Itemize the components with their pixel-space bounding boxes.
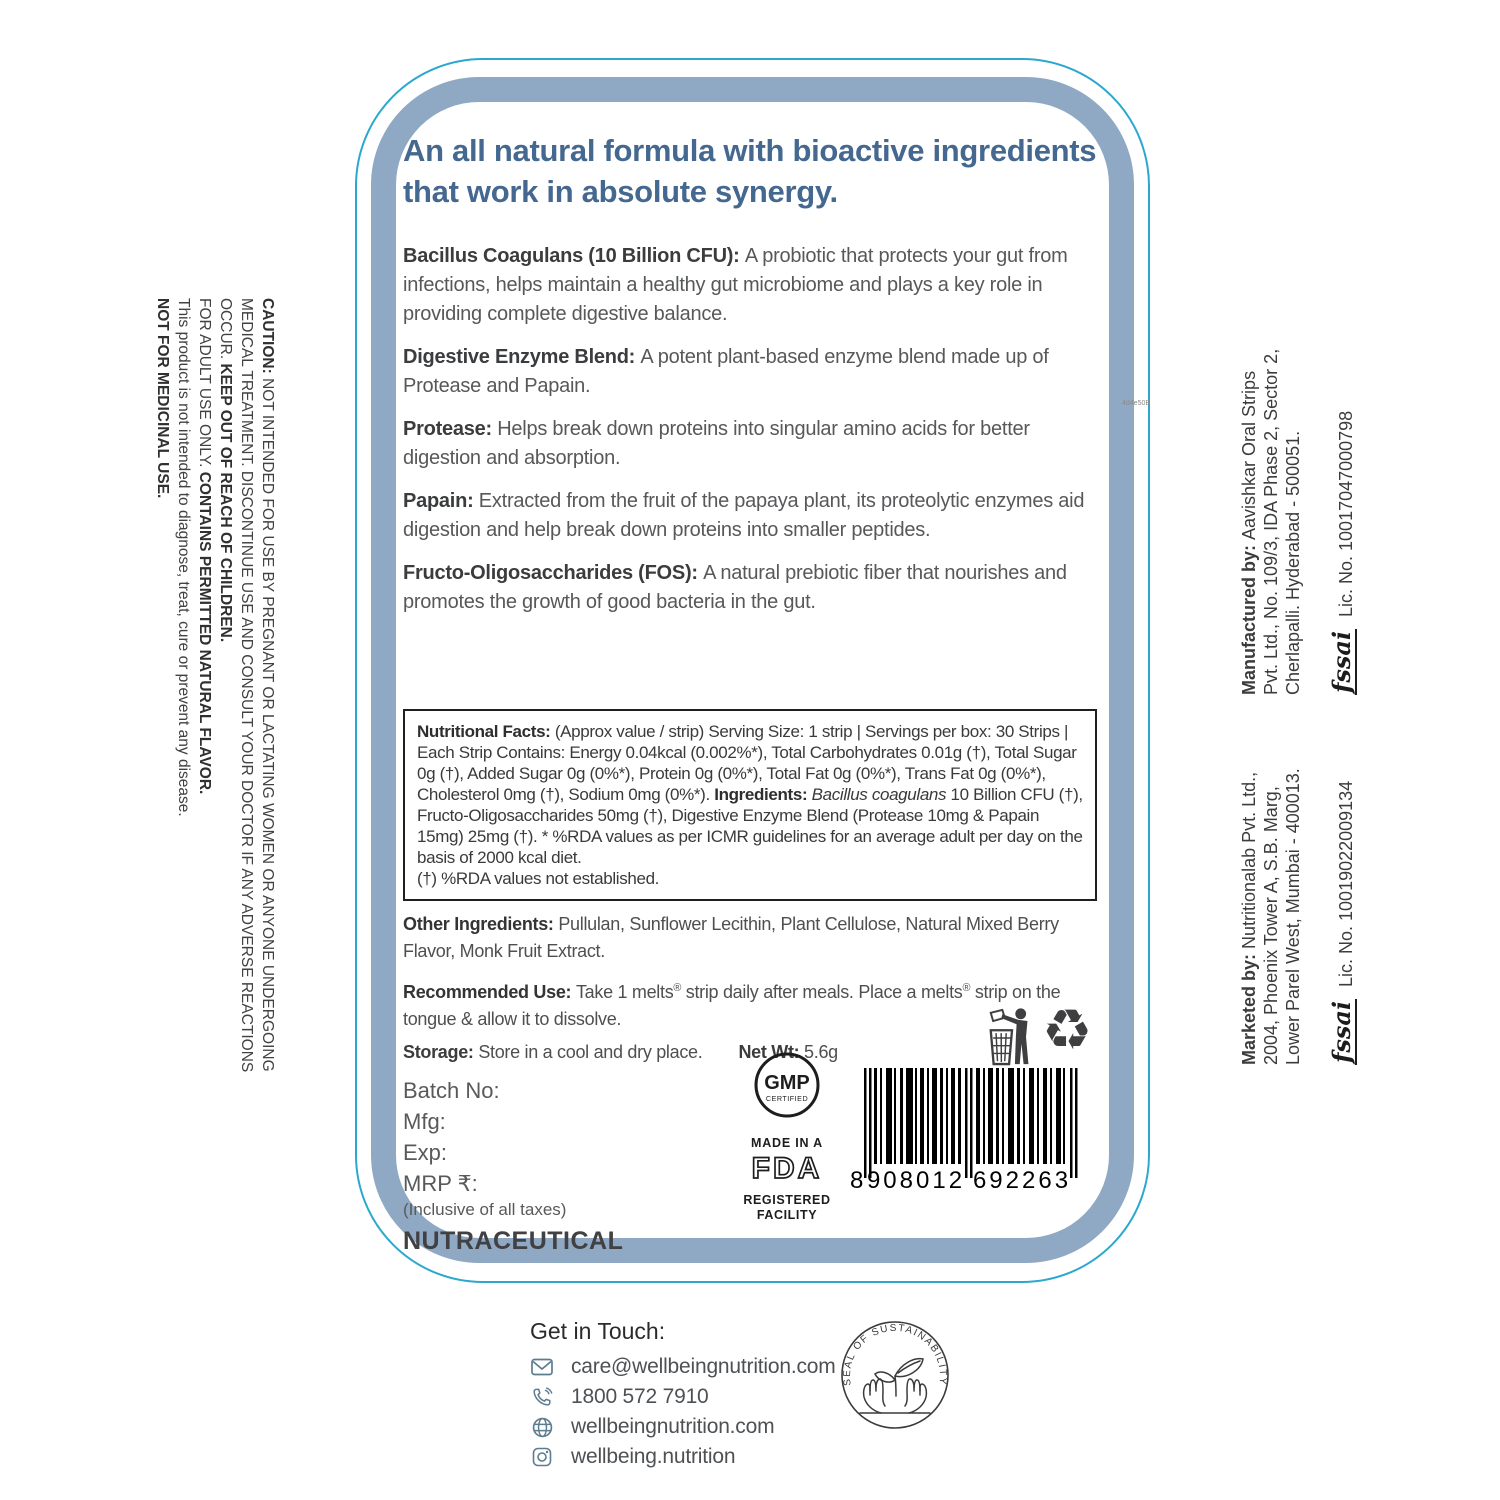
print-registration-mark: 4d4e50B [1122,400,1151,407]
fssai-logo: fssai [1327,1000,1356,1063]
storage-note: Storage: Store in a cool and dry place. [403,1042,703,1062]
gmp-certified-badge-icon [752,1050,822,1120]
svg-text:FDA: FDA [751,1152,823,1185]
caution-side-text [152,298,278,1073]
barcode-digit-left: 8 [850,1167,864,1192]
paragraph-protease: Protease: Helps break down proteins into singular amino acids for better digestion and absorption. [403,418,1030,469]
paragraph-fos: Fructo-Oligosaccharides (FOS): A natural prebiotic fiber that nourishes and promotes the growth of good bacteria in the gut. [403,562,1067,613]
caution-line: FOR ADULT USE ONLY. CONTAINS PERMITTED NATURAL FLAVOR. [196,298,213,795]
recommended-use: Recommended Use: Take 1 melts® strip daily after meals. Place a melts® strip on the tongue & allow it to dissolve. [403,982,1061,1029]
contact-email-row: care@wellbeingnutrition.com [530,1352,836,1382]
hands-holding-plant-icon [860,1359,930,1413]
contact-phone-row: 1800 572 7910 [530,1382,836,1412]
mrp-field: MRP ₹: [403,1171,478,1196]
paragraph-digestive-enzyme-blend: Digestive Enzyme Blend: A potent plant-based enzyme blend made up of Protease and Papain. [403,346,1049,397]
recycle-icon: ♻ [1042,998,1093,1063]
globe-icon [530,1417,554,1438]
contact-list [530,1352,836,1472]
category-label: NUTRACEUTICAL [403,1227,624,1255]
barcode-digits-mid: 908012 [866,1167,966,1192]
net-weight: Net Wt: 5.6g [738,1042,838,1062]
svg-text:CERTIFIED: CERTIFIED [765,1094,809,1103]
sustainability-seal [836,1316,954,1434]
phone-icon [530,1387,554,1408]
marketed-by-block: Marketed by: Nutritionalab Pvt. Ltd., 2004, Phoenix Tower A, S.B. Marg, Lower Parel West, Mumbai - 400013. fssai Lic. No. 10019022009134 [1239,768,1356,1065]
tax-inclusive-note: (Inclusive of all taxes) [403,1200,567,1219]
certifications-column [727,1050,847,1223]
mfg-date-field: Mfg: [403,1109,446,1134]
tidy-man-icon [983,1007,1041,1067]
mail-icon [530,1358,554,1376]
registered-facility-label: REGISTERED FACILITY [743,1193,831,1222]
svg-text:SEAL OF SUSTAINABILITY: SEAL OF SUSTAINABILITY [841,1322,949,1387]
fda-logo-icon [727,1150,847,1186]
batch-no-field: Batch No: [403,1078,500,1103]
contact-instagram-row: wellbeing.nutrition [530,1442,836,1472]
paragraph-papain: Papain: Extracted from the fruit of the papaya plant, its proteolytic enzymes aid digestion and help break down proteins into smaller peptides. [403,490,1085,541]
caution-line: CAUTION: NOT INTENDED FOR USE BY PREGNANT OR LACTATING WOMEN OR ANYONE UNDERGOING [259,298,276,1072]
caution-line: MEDICAL TREATMENT. DISCONTINUE USE AND CONSULT YOUR DOCTOR IF ANY ADVERSE REACTIONS [238,298,255,1073]
manufactured-by-block: Manufactured by: Aavishkar Oral Strips Pvt. Ltd., No. 109/3, IDA Phase 2, Sector 2, Cherlapalli. Hyderabad - 500051. fssai Lic. No. 10017047000798 [1239,348,1356,695]
caution-line: OCCUR. KEEP OUT OF REACH OF CHILDREN. [217,298,234,643]
other-ingredients: Other Ingredients: Pullulan, Sunflower Lecithin, Plant Cellulose, Natural Mixed Berry Flavor, Monk Fruit Extract. [403,914,1059,961]
get-in-touch-heading: Get in Touch: [530,1318,666,1344]
paragraph-bacillus-coagulans: Bacillus Coagulans (10 Billion CFU): A probiotic that protects your gut from infections, helps maintain a healthy gut microbiome and plays a key role in providing complete digestive balance. [403,245,1068,325]
nutritional-facts-box: Nutritional Facts: (Approx value / strip) Serving Size: 1 strip | Servings per box: 30 Strips | Each Strip Contains: Energy 0.04kcal (0.002%*), Total Carbohydrates 0.01g (†), Total Sugar 0g (†), Added Sugar 0g (0%*), Protein 0g (0%*), Total Fat 0g (0%*), Trans Fat 0g (0%*), Cholesterol 0mg (†), Sodium 0mg (0%*). Ingredients: Bacillus coagulans 10 Billion CFU (†), Fructo-Oligosaccharides 50mg (†), Digestive Enzyme Blend (Protease 10mg & Papain 15mg) 25mg (†). * %RDA values as per ICMR guidelines for an average adult per day on the basis of 2000 kcal diet. (†) %RDA values not established. [403,709,1097,901]
caution-line: NOT FOR MEDICINAL USE. [154,298,171,499]
fssai-license-number: Lic. No. 10017047000798 [1336,410,1356,617]
svg-text:GMP: GMP [764,1072,810,1094]
exp-date-field: Exp: [403,1140,448,1165]
fssai-license-number: Lic. No. 10019022009134 [1336,780,1356,987]
page-title: An all natural formula with bioactive ingredients that work in absolute synergy. [403,133,1097,209]
fssai-logo: fssai [1327,630,1356,693]
contact-website-row: wellbeingnutrition.com [530,1412,836,1442]
barcode [846,1068,1080,1192]
barcode-digits-right: 692263 [972,1167,1072,1192]
made-in-a-label: MADE IN A [750,1136,823,1150]
instagram-icon [530,1447,554,1467]
caution-line: This product is not intended to diagnose, treat, cure or prevent any disease. [175,298,192,817]
